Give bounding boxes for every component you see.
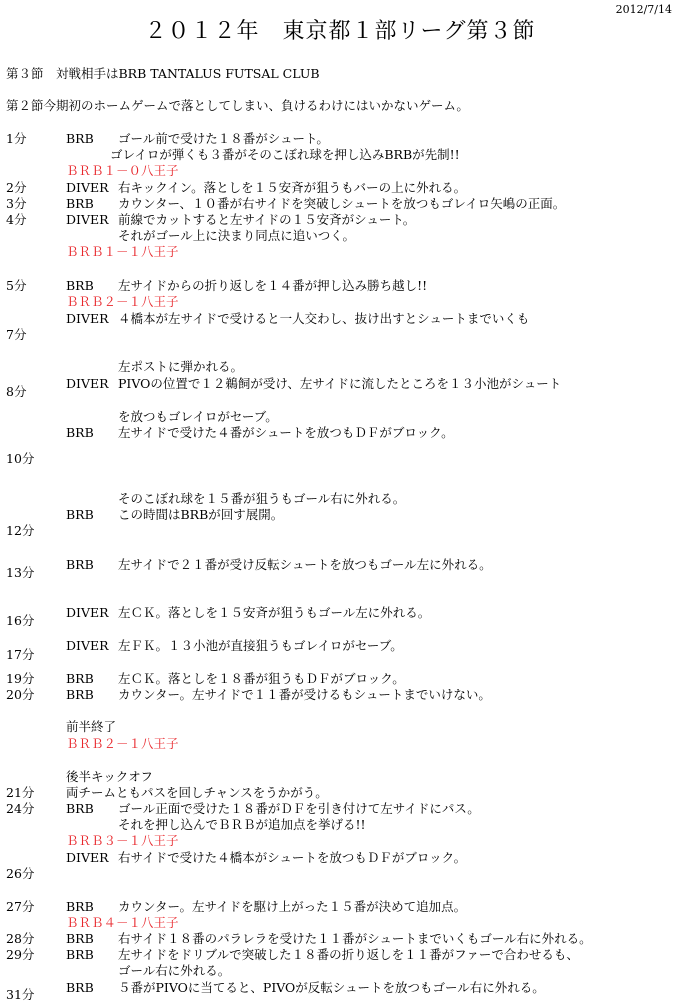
- score-line: ＢＲＢ２－１八王子: [66, 736, 179, 751]
- minute-label: 10分: [6, 451, 35, 466]
- minute-label: 1分: [6, 131, 27, 146]
- event-text: ４橋本が左サイドで受けると一人交わし、抜け出すとシュートまでいくも: [118, 311, 530, 326]
- event-text: 左ＦＫ。１３小池が直接狙うもゴレイロがセーブ。: [118, 638, 403, 653]
- event-text: を放つもゴレイロがセーブ。: [118, 409, 278, 424]
- minute-label: 20分: [6, 687, 35, 702]
- score-line: ＢＲＢ４－１八王子: [66, 915, 179, 930]
- minute-label: 8分: [6, 384, 27, 399]
- team-label: DIVER: [66, 605, 109, 620]
- team-label: DIVER: [66, 376, 109, 391]
- event-text: 左サイドからの折り返しを１４番が押し込み勝ち越し!!: [118, 278, 428, 293]
- minute-label: 28分: [6, 931, 35, 946]
- minute-label: 13分: [6, 565, 35, 580]
- minute-label: 27分: [6, 899, 35, 914]
- page-title: ２０１２年 東京都１部リーグ第３節: [144, 19, 536, 44]
- event-text: この時間はBRBが回す展開。: [118, 507, 284, 522]
- minute-label: 4分: [6, 212, 27, 227]
- score-line: ＢＲＢ２－１八王子: [66, 294, 179, 309]
- minute-label: 16分: [6, 613, 35, 628]
- minute-label: 12分: [6, 523, 35, 538]
- event-text: そのこぼれ球を１５番が狙うもゴール右に外れる。: [118, 491, 406, 506]
- team-label: DIVER: [66, 212, 109, 227]
- minute-label: 5分: [6, 278, 27, 293]
- team-label: BRB: [66, 687, 94, 702]
- match-intro: 第３節 対戦相手はBRB TANTALUS FUTSAL CLUB: [6, 66, 320, 81]
- event-text: 左サイドで２１番が受け反転シュートを放つもゴール左に外れる。: [118, 557, 492, 572]
- minute-label: 19分: [6, 671, 35, 686]
- event-text: 両チームともパスを回しチャンスをうかがう。: [66, 785, 328, 800]
- second-half-label: 後半キックオフ: [66, 769, 153, 784]
- minute-label: 2分: [6, 180, 27, 195]
- event-text: ゴール正面で受けた１８番がＤＦを引き付けて左サイドにパス。: [118, 801, 480, 816]
- minute-label: 7分: [6, 327, 27, 342]
- team-label: DIVER: [66, 850, 109, 865]
- event-text: 右サイド１８番のパラレラを受けた１１番がシュートまでいくもゴール右に外れる。: [118, 931, 592, 946]
- team-label: BRB: [66, 557, 94, 572]
- score-line: ＢＲＢ１－１八王子: [66, 244, 179, 259]
- event-text: ゴレイロが弾くも３番がそのこぼれ球を押し込みBRBが先制!!: [110, 147, 460, 162]
- team-label: BRB: [66, 196, 94, 211]
- report-date: 2012/7/14: [615, 3, 672, 16]
- team-label: BRB: [66, 980, 94, 995]
- event-text: カウンター。左サイドを駆け上がった１５番が決めて追加点。: [118, 899, 467, 914]
- minute-label: 31分: [6, 987, 35, 1002]
- score-line: ＢＲＢ１－０八王子: [66, 163, 179, 178]
- event-text: ゴール右に外れる。: [118, 963, 231, 978]
- half-time-label: 前半終了: [66, 719, 117, 734]
- minute-label: 17分: [6, 647, 35, 662]
- event-text: 左ＣＫ。落としを１８番が狙うもＤＦがブロック。: [118, 671, 405, 686]
- team-label: BRB: [66, 131, 94, 146]
- team-label: BRB: [66, 931, 94, 946]
- event-text: カウンター。左サイドで１１番が受けるもシュートまでいけない。: [118, 687, 491, 702]
- event-text: ５番がPIVOに当てると、PIVOが反転シュートを放つもゴール右に外れる。: [118, 980, 545, 995]
- minute-label: 21分: [6, 785, 35, 800]
- event-text: それがゴール上に決まり同点に追いつく。: [118, 228, 356, 243]
- team-label: BRB: [66, 425, 94, 440]
- team-label: DIVER: [66, 180, 109, 195]
- event-text: 左ＣＫ。落としを１５安斉が狙うもゴール左に外れる。: [118, 605, 431, 620]
- team-label: DIVER: [66, 311, 109, 326]
- match-context: 第２節今期初のホームゲームで落としてしまい、負けるわけにはいかないゲーム。: [6, 98, 469, 113]
- minute-label: 29分: [6, 947, 35, 962]
- event-text: 右キックイン。落としを１５安斉が狙うもバーの上に外れる。: [118, 180, 467, 195]
- team-label: BRB: [66, 278, 94, 293]
- team-label: BRB: [66, 899, 94, 914]
- team-label: BRB: [66, 671, 94, 686]
- team-label: BRB: [66, 801, 94, 816]
- team-label: BRB: [66, 507, 94, 522]
- team-label: DIVER: [66, 638, 109, 653]
- event-text: PIVOの位置で１２鵜飼が受け、左サイドに流したところを１３小池がシュート: [118, 376, 562, 391]
- event-text: カウンター、１０番が右サイドを突破しシュートを放つもゴレイロ矢嶋の正面。: [118, 196, 566, 211]
- minute-label: 3分: [6, 196, 27, 211]
- event-text: 左サイドで受けた４番がシュートを放つもＤＦがブロック。: [118, 425, 454, 440]
- minute-label: 26分: [6, 866, 35, 881]
- event-text: ゴール前で受けた１８番がシュート。: [118, 131, 329, 146]
- event-text: それを押し込んでＢＲＢが追加点を挙げる!!: [118, 817, 366, 832]
- event-text: 前線でカットすると左サイドの１５安斉がシュート。: [118, 212, 416, 227]
- event-text: 右サイドで受けた４橋本がシュートを放つもＤＦがブロック。: [118, 850, 467, 865]
- event-text: 左ポストに弾かれる。: [118, 359, 244, 374]
- score-line: ＢＲＢ３－１八王子: [66, 833, 179, 848]
- event-text: 左サイドをドリブルで突破した１８番の折り返しを１１番がファーで合わせるも、: [118, 947, 579, 962]
- team-label: BRB: [66, 947, 94, 962]
- minute-label: 24分: [6, 801, 35, 816]
